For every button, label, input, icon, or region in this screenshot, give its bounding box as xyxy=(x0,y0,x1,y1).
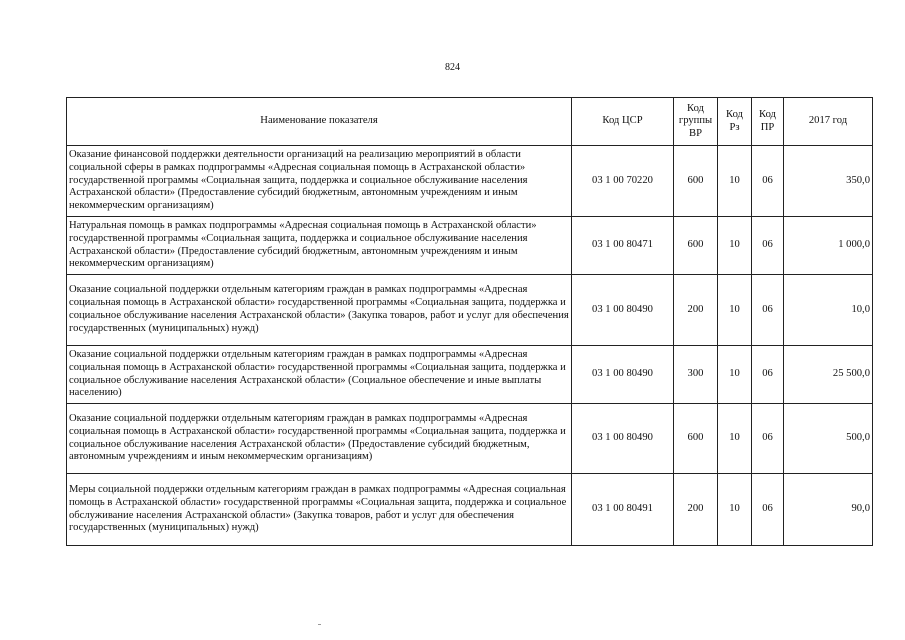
row-amount: 10,0 xyxy=(784,275,873,346)
row-rz-code: 10 xyxy=(718,404,752,474)
page-number: 824 xyxy=(445,62,460,73)
row-amount: 25 500,0 xyxy=(784,346,873,404)
row-name: Оказание социальной поддержки отдельным категориям граждан в рамках подпрограммы «Адресная социальная помощь в Астраханской области» государственной программы «Социальная защита, поддержка и социальное обслуживание населения Астраханской области» (Социальное обеспечение и иные выплаты населению) xyxy=(67,346,572,404)
table-row xyxy=(67,217,873,275)
table-header-row xyxy=(67,98,873,146)
row-csr-code: 03 1 00 70220 xyxy=(572,146,674,217)
row-rz-code: 10 xyxy=(718,474,752,546)
header-vr-code: Код группы ВР xyxy=(674,98,718,146)
row-pr-code: 06 xyxy=(752,275,784,346)
row-csr-code: 03 1 00 80490 xyxy=(572,275,674,346)
row-vr-code: 300 xyxy=(674,346,718,404)
row-csr-code: 03 1 00 80491 xyxy=(572,474,674,546)
row-amount: 90,0 xyxy=(784,474,873,546)
row-vr-code: 600 xyxy=(674,404,718,474)
row-pr-code: 06 xyxy=(752,346,784,404)
row-csr-code: 03 1 00 80490 xyxy=(572,346,674,404)
header-pr-code: Код ПР xyxy=(752,98,784,146)
row-name: Оказание социальной поддержки отдельным категориям граждан в рамках подпрограммы «Адресная социальная помощь в Астраханской области» государственной программы «Социальная защита, поддержка и социальное обслуживание населения Астраханской области» (Предоставление субсидий бюджетным, автономным учреждениям и иным некоммерческим организациям) xyxy=(67,404,572,474)
row-vr-code: 200 xyxy=(674,474,718,546)
row-vr-code: 600 xyxy=(674,217,718,275)
header-name: Наименование показателя xyxy=(67,98,572,146)
table-row xyxy=(67,404,873,474)
budget-table xyxy=(66,97,873,546)
row-amount: 350,0 xyxy=(784,146,873,217)
row-name: Оказание финансовой поддержки деятельности организаций на реализацию мероприятий в области социальной сферы в рамках подпрограммы «Адресная социальная помощь в Астраханской области» государственной программы «Социальная защита, поддержка и социальное обслуживание населения Астраханской области» (Предоставление субсидий бюджетным, автономным учреждениям и иным некоммерческим организациям) xyxy=(67,146,572,217)
row-pr-code: 06 xyxy=(752,474,784,546)
row-pr-code: 06 xyxy=(752,217,784,275)
row-rz-code: 10 xyxy=(718,146,752,217)
scan-speck xyxy=(318,624,321,625)
table-row xyxy=(67,275,873,346)
table-row xyxy=(67,474,873,546)
row-amount: 500,0 xyxy=(784,404,873,474)
row-amount: 1 000,0 xyxy=(784,217,873,275)
row-rz-code: 10 xyxy=(718,275,752,346)
row-rz-code: 10 xyxy=(718,346,752,404)
header-rz-code: Код Рз xyxy=(718,98,752,146)
header-year-2017: 2017 год xyxy=(784,98,873,146)
row-csr-code: 03 1 00 80471 xyxy=(572,217,674,275)
row-name: Оказание социальной поддержки отдельным категориям граждан в рамках подпрограммы «Адресная социальная помощь в Астраханской области» государственной программы «Социальная защита, поддержка и социальное обслуживание населения Астраханской области» (Закупка товаров, работ и услуг для обеспечения государственных (муниципальных) нужд) xyxy=(67,275,572,346)
row-name: Меры социальной поддержки отдельным категориям граждан в рамках подпрограммы «Адресная социальная помощь в Астраханской области» государственной программы «Социальная защита, поддержка и социальное обслуживание населения Астраханской области» (Закупка товаров, работ и услуг для обеспечения государственных (муниципальных) нужд) xyxy=(67,474,572,546)
header-csr-code: Код ЦСР xyxy=(572,98,674,146)
row-vr-code: 200 xyxy=(674,275,718,346)
table-row xyxy=(67,346,873,404)
row-pr-code: 06 xyxy=(752,146,784,217)
table-row xyxy=(67,146,873,217)
row-rz-code: 10 xyxy=(718,217,752,275)
row-name: Натуральная помощь в рамках подпрограммы «Адресная социальная помощь в Астраханской области» государственной программы «Социальная защита, поддержка и социальное обслуживание населения Астраханской области» (Предоставление субсидий бюджетным, автономным учреждениям и иным некоммерческим организациям) xyxy=(67,217,572,275)
row-pr-code: 06 xyxy=(752,404,784,474)
row-csr-code: 03 1 00 80490 xyxy=(572,404,674,474)
row-vr-code: 600 xyxy=(674,146,718,217)
